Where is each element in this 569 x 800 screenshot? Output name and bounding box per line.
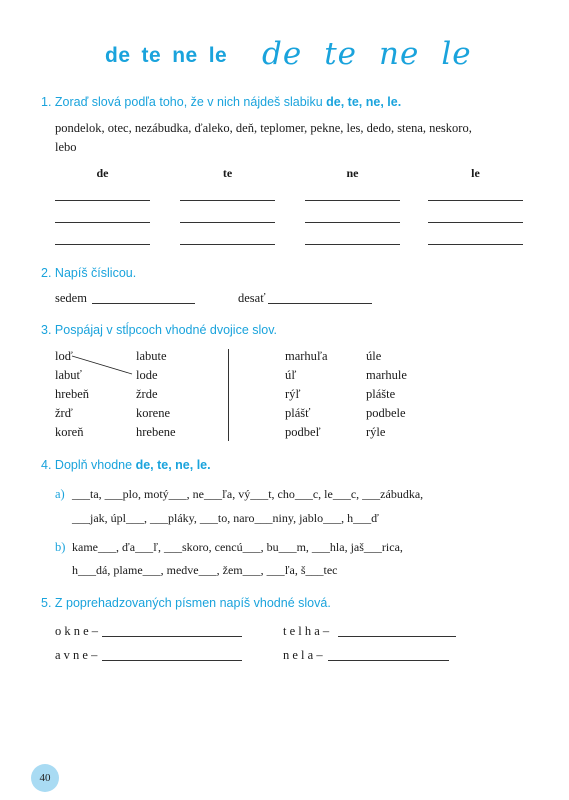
word-left-b: hrebene (136, 425, 176, 439)
word-right-a: plášť (285, 406, 311, 420)
anagram-telha: t e l h a – (283, 624, 330, 638)
word-left-b: labute (136, 349, 167, 363)
word-right-a: úľ (285, 368, 297, 382)
task-text: Pospájaj v stĺpcoch vhodné dvojice slov. (54, 323, 278, 337)
fill-in-line-b2[interactable]: h___dá, plame___, medve___, žem___, ___ľa, š___tec (72, 563, 338, 577)
answer-line[interactable] (102, 636, 242, 637)
number-item-desat: desať (238, 291, 266, 305)
cursive-syllable: de (262, 36, 303, 72)
anagram-okne: o k n e – (55, 624, 99, 638)
word-left-a: žrď (55, 406, 73, 420)
word-right-b: rýle (366, 425, 386, 439)
subtask-b-label: b) (55, 540, 66, 554)
task-number: 2. (41, 266, 52, 280)
word-left-b: lode (136, 368, 158, 382)
word-right-a: rýľ (285, 387, 301, 401)
task-4-heading (41, 458, 211, 472)
word-left-a: labuť (55, 368, 82, 382)
task-text: Z poprehadzovaných písmen napíš vhodné slová. (54, 596, 331, 610)
task-number: 5. (41, 596, 52, 610)
fill-in-line-b1[interactable]: kame___, ďa___ľ, ___skoro, cencú___, bu___m, ___hla, jaš___rica, (72, 540, 403, 554)
task-5-heading (41, 596, 331, 610)
word-right-b: plášte (366, 387, 396, 401)
task-text: Doplň vhodne (54, 458, 133, 472)
subtask-a-label: a) (55, 487, 65, 501)
word-left-a: loď (55, 349, 73, 363)
title-syllable: le (208, 44, 228, 67)
anagram-avne: a v n e – (55, 648, 98, 662)
word-right-b: podbele (366, 406, 406, 420)
word-left-b: žrde (136, 387, 158, 401)
word-right-b: úle (366, 349, 382, 363)
title-syllable: ne (172, 44, 198, 67)
word-right-a: podbeľ (285, 425, 321, 439)
task-1-words: pondelok, otec, nezábudka, ďaleko, deň, teplomer, pekne, les, dedo, stena, neskoro, (55, 121, 472, 135)
column-header-ne: ne (346, 166, 359, 180)
task-1-words-cont: lebo (55, 140, 77, 154)
answer-line[interactable] (338, 636, 456, 637)
column-header-de: de (96, 166, 109, 180)
anagram-nela: n e l a – (283, 648, 323, 662)
title-syllable: te (141, 44, 162, 67)
column-divider (228, 349, 229, 441)
answer-line[interactable] (328, 660, 449, 661)
task-text: Napíš číslicou. (54, 266, 137, 280)
page-number: 40 (31, 764, 59, 792)
column-header-te: te (222, 166, 233, 180)
fill-in-line-a1[interactable]: ___ta, ___plo, motý___, ne___ľa, vý___t, cho___c, le___c, ___zábudka, (72, 487, 424, 501)
word-right-a: marhuľa (285, 349, 328, 363)
task-bold: de, te, ne, le. (135, 458, 211, 472)
cursive-syllable: le (441, 36, 472, 72)
title-syllable: de (105, 44, 131, 67)
column-header-le: le (471, 166, 480, 180)
number-item-sedem: sedem (55, 291, 87, 305)
task-bold: de, te, ne, le. (326, 95, 402, 109)
word-left-a: koreň (55, 425, 84, 439)
fill-in-line-a2[interactable]: ___jak, úpl___, ___pláky, ___to, naro___niny, jablo___, h___ď (72, 511, 379, 525)
cursive-syllable: te (324, 36, 358, 72)
word-left-b: korene (136, 406, 171, 420)
task-text: Zoraď slová podľa toho, že v nich nájdeš slabiku (54, 95, 323, 109)
answer-line[interactable] (102, 660, 242, 661)
cursive-syllable: ne (379, 36, 420, 72)
task-number: 3. (41, 323, 52, 337)
word-left-a: hrebeň (55, 387, 90, 401)
task-number: 1. (41, 95, 52, 109)
word-right-b: marhule (366, 368, 407, 382)
task-number: 4. (41, 458, 52, 472)
